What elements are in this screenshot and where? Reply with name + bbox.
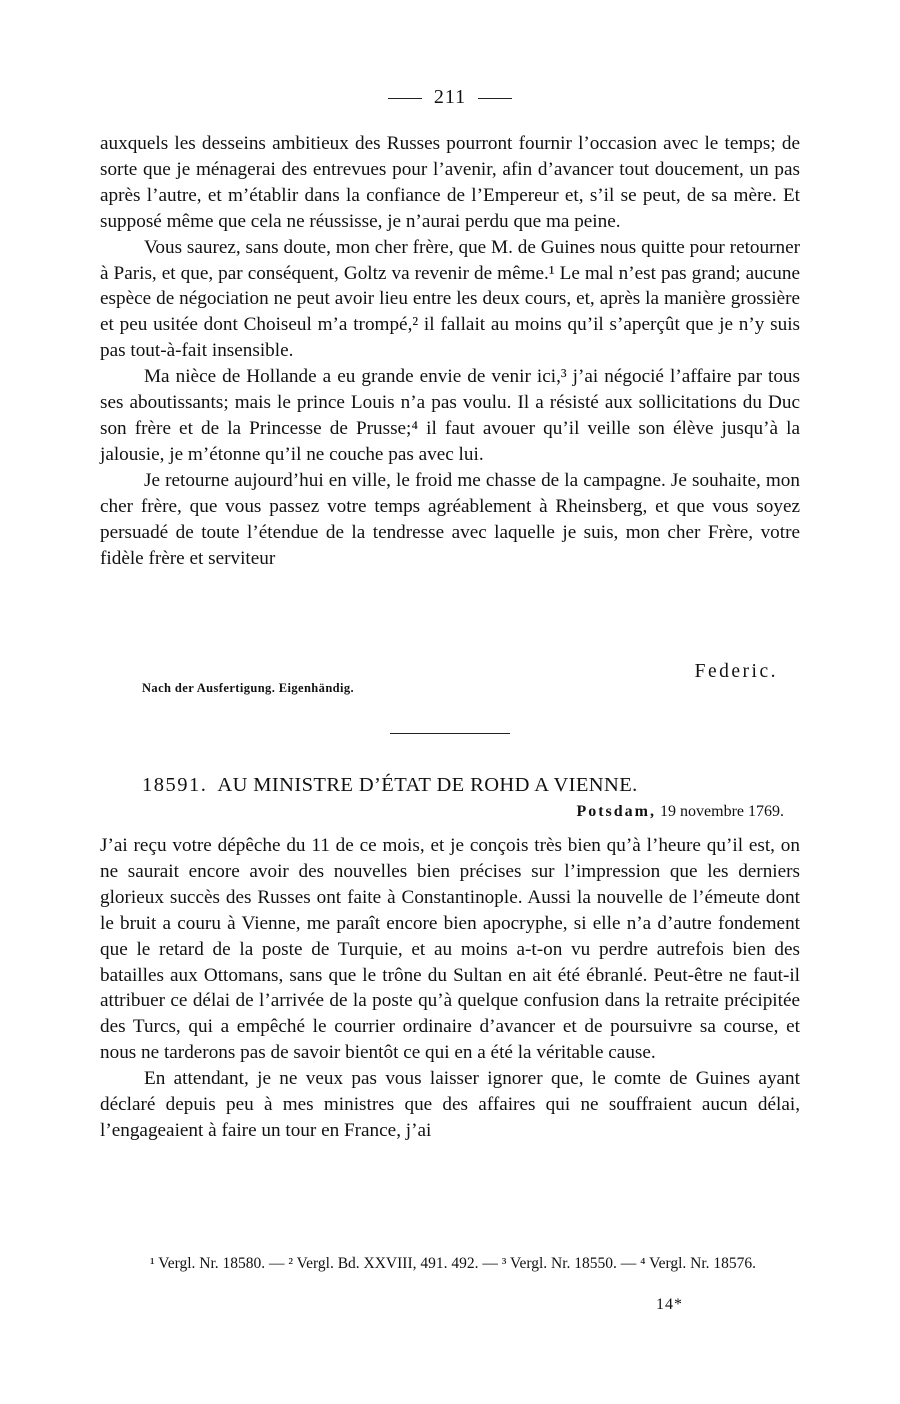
dateline-date: 19 novembre 1769. (660, 803, 784, 820)
section-divider (390, 733, 510, 734)
source-note: Nach der Ausfertigung. Eigenhändig. (142, 681, 355, 695)
page-header (100, 86, 800, 109)
letter1-paragraph-1: auxquels les desseins ambitieux des Russes pourront fournir l’occasion avec le temps; de sorte que je ménagerai des entrevues pour l’avenir, afin d’avancer tout doucement, un pas après l’autre, et m’établir dans la confiance de l’Empereur et, s’il se peut, de sa mère. Et supposé même que cela ne réussisse, je n’aurai perdu que ma peine. (100, 133, 800, 232)
letter-number: 18591. (142, 774, 208, 796)
page-number: 211 (433, 86, 467, 108)
letter1-paragraph-2: Vous saurez, sans doute, mon cher frère, que M. de Guines nous quitte pour retourner à Paris, et que, par conséquent, Goltz va revenir de même.¹ Le mal n’est pas grand; aucune espèce de négociation ne peut avoir lieu entre les deux cours, et, après la manière grossière et peu usitée dont Choiseul m’a trompé,² il fallait au moins qu’il s’aperçût que je n’y suis pas tout-à-fait insensible. (100, 236, 800, 362)
letter1-signature: Federic. (694, 661, 778, 682)
letter-title: AU MINISTRE D’ÉTAT DE ROHD A VIENNE. (217, 774, 638, 796)
letter1-body (100, 131, 800, 571)
printer-signature-mark: 14* (656, 1296, 683, 1313)
letter1-paragraph-3: Ma nièce de Hollande a eu grande envie de venir ici,³ j’ai négocié l’affaire par tous ses aboutissants; mais le prince Louis n’a pas voulu. Il a résisté aux sollicitations du Duc son frère et de la Princesse de Prusse;⁴ il faut avouer qu’il veille son élève jusqu’à la jalousie, je m’étonne qu’il ne couche pas avec lui. (100, 366, 800, 465)
header-dash-left (388, 98, 422, 99)
letter2-body (100, 833, 800, 1144)
letter2-paragraph-1: J’ai reçu votre dépêche du 11 de ce mois, et je conçois très bien qu’à l’heure qu’il est, on ne saurait encore avoir des nouvelles bien précises sur l’impression que les derniers glorieux succès des Russes ont faite à Constantinople. Aussi la nouvelle de l’émeute dont le bruit a couru à Vienne, me paraît encore bien apocryphe, si elle n’a d’autre fondement que le retard de la poste de Turquie, et au moins a-t-on vu perdre autrefois bien des batailles aux Ottomans, sans que le trône du Sultan en ait été ébranlé. Peut-être ne faut-il attribuer ce délai de l’arrivée de la poste qu’à quelque confusion dans la retraite précipitée des Turcs, qui a empêché le courrier ordinaire d’avancer et de poursuivre sa course, et nous ne tarderons pas de savoir bientôt ce qui en a été la véritable cause. (100, 835, 800, 1064)
dateline-place: Potsdam, (576, 803, 657, 820)
footnotes (100, 1252, 800, 1276)
dateline (576, 803, 784, 821)
footnote-text: ¹ Vergl. Nr. 18580. — ² Vergl. Bd. XXVIII, 491. 492. — ³ Vergl. Nr. 18550. — ⁴ Vergl. Nr. 18576. (150, 1255, 757, 1272)
letter2-heading (142, 774, 638, 797)
header-dash-right (478, 98, 512, 99)
letter1-paragraph-4: Je retourne aujourd’hui en ville, le froid me chasse de la campagne. Je souhaite, mon cher frère, que vous passez votre temps agréablement à Rheinsberg, et que vous soyez persuadé de toute l’étendue de la tendresse avec laquelle je suis, mon cher Frère, votre fidèle frère et serviteur (100, 469, 800, 569)
letter2-paragraph-2: En attendant, je ne veux pas vous laisser ignorer que, le comte de Guines ayant déclaré depuis peu à mes ministres que des affaires qui ne souffraient aucun délai, l’engageaient à faire un tour en France, j’ai (100, 1068, 800, 1141)
